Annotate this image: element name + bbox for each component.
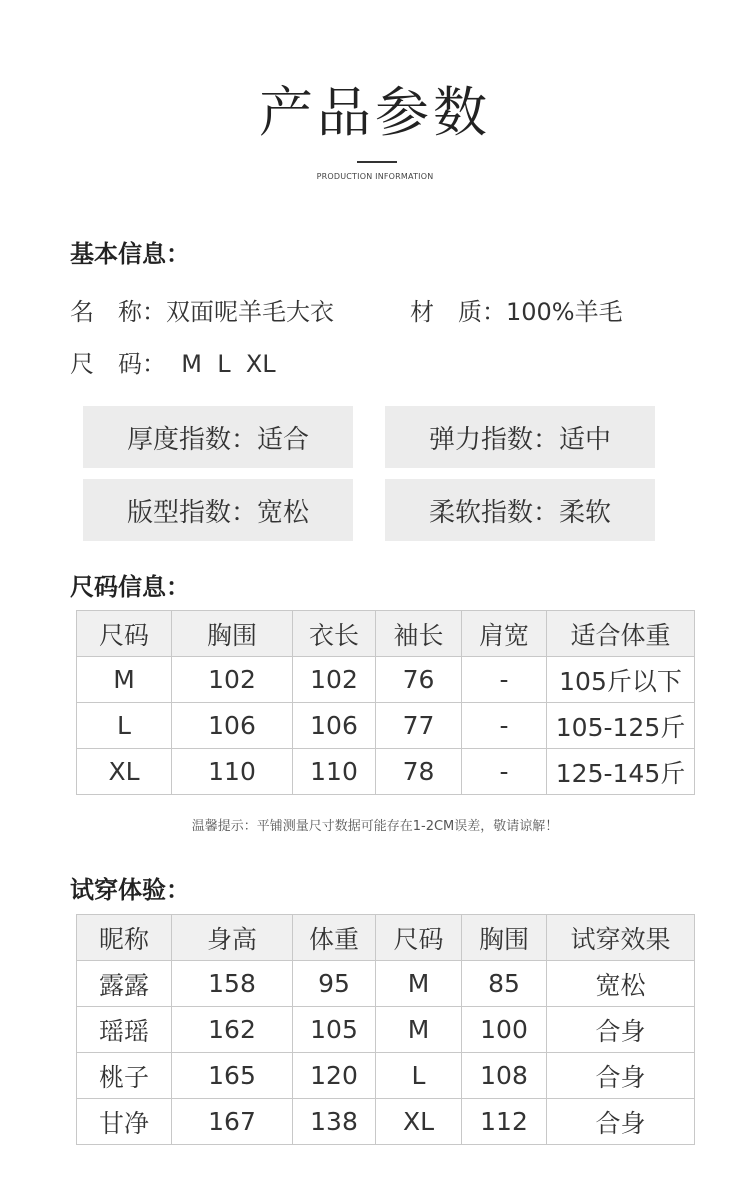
table-cell: 瑶瑶	[77, 1007, 172, 1053]
table-cell: 110	[172, 749, 293, 795]
thickness-index-box: 厚度指数：适合	[83, 406, 353, 468]
table-cell: 125-145斤	[547, 749, 695, 795]
page-subtitle: PRODUCTION INFORMATION	[316, 172, 434, 181]
column-header: 尺码	[77, 611, 172, 657]
column-header: 体重	[293, 915, 376, 961]
table-cell: -	[462, 657, 547, 703]
table-cell: 100	[462, 1007, 547, 1053]
try-on-table-header	[77, 915, 695, 961]
table-cell: 102	[172, 657, 293, 703]
size-row: 尺 码： M L XL	[70, 350, 276, 378]
softness-index-box: 柔软指数：柔软	[385, 479, 655, 541]
size-info-heading: 尺码信息：	[70, 573, 190, 601]
table-cell: M	[77, 657, 172, 703]
table-cell: 桃子	[77, 1053, 172, 1099]
column-header: 衣长	[293, 611, 376, 657]
size-table-header	[77, 611, 695, 657]
column-header: 袖长	[376, 611, 462, 657]
column-header: 身高	[172, 915, 293, 961]
table-cell: 105	[293, 1007, 376, 1053]
table-cell: 宽松	[547, 961, 695, 1007]
table-cell: 77	[376, 703, 462, 749]
column-header: 胸围	[462, 915, 547, 961]
column-header: 适合体重	[547, 611, 695, 657]
column-header: 昵称	[77, 915, 172, 961]
table-cell: 112	[462, 1099, 547, 1145]
basic-info-heading: 基本信息：	[70, 240, 190, 268]
table-cell: 合身	[547, 1053, 695, 1099]
table-cell: 138	[293, 1099, 376, 1145]
table-cell: 85	[462, 961, 547, 1007]
elasticity-index-box: 弹力指数：适中	[385, 406, 655, 468]
name-row: 名 称：双面呢羊毛大衣	[70, 298, 334, 326]
table-cell: 102	[293, 657, 376, 703]
table-cell: 106	[172, 703, 293, 749]
table-cell: 120	[293, 1053, 376, 1099]
measurement-note: 温馨提示：平铺测量尺寸数据可能存在1-2CM误差，敬请谅解！	[191, 819, 559, 834]
table-cell: 167	[172, 1099, 293, 1145]
material-row: 材 质：100%羊毛	[410, 298, 623, 326]
column-header: 尺码	[376, 915, 462, 961]
table-cell: 162	[172, 1007, 293, 1053]
table-cell: 95	[293, 961, 376, 1007]
table-row	[77, 1007, 695, 1053]
table-cell: 110	[293, 749, 376, 795]
table-cell: L	[376, 1053, 462, 1099]
table-cell: L	[77, 703, 172, 749]
title-divider	[357, 161, 397, 163]
table-row	[77, 961, 695, 1007]
table-cell: 105-125斤	[547, 703, 695, 749]
table-cell: M	[376, 961, 462, 1007]
table-cell: 甘净	[77, 1099, 172, 1145]
try-on-heading: 试穿体验：	[70, 876, 190, 904]
table-cell: XL	[77, 749, 172, 795]
table-cell: 露露	[77, 961, 172, 1007]
table-row	[77, 657, 695, 703]
table-cell: 合身	[547, 1099, 695, 1145]
try-on-table	[76, 914, 695, 1145]
size-table	[76, 610, 695, 795]
table-cell: M	[376, 1007, 462, 1053]
table-cell: XL	[376, 1099, 462, 1145]
table-cell: 108	[462, 1053, 547, 1099]
table-cell: -	[462, 703, 547, 749]
table-cell: 165	[172, 1053, 293, 1099]
table-row	[77, 703, 695, 749]
table-row	[77, 749, 695, 795]
column-header: 试穿效果	[547, 915, 695, 961]
table-row	[77, 1099, 695, 1145]
fit-index-box: 版型指数：宽松	[83, 479, 353, 541]
table-row	[77, 1053, 695, 1099]
table-cell: 105斤以下	[547, 657, 695, 703]
table-cell: 合身	[547, 1007, 695, 1053]
table-cell: 78	[376, 749, 462, 795]
column-header: 胸围	[172, 611, 293, 657]
table-cell: -	[462, 749, 547, 795]
table-cell: 158	[172, 961, 293, 1007]
column-header: 肩宽	[462, 611, 547, 657]
table-cell: 76	[376, 657, 462, 703]
table-cell: 106	[293, 703, 376, 749]
page-title: 产品参数	[259, 81, 491, 144]
